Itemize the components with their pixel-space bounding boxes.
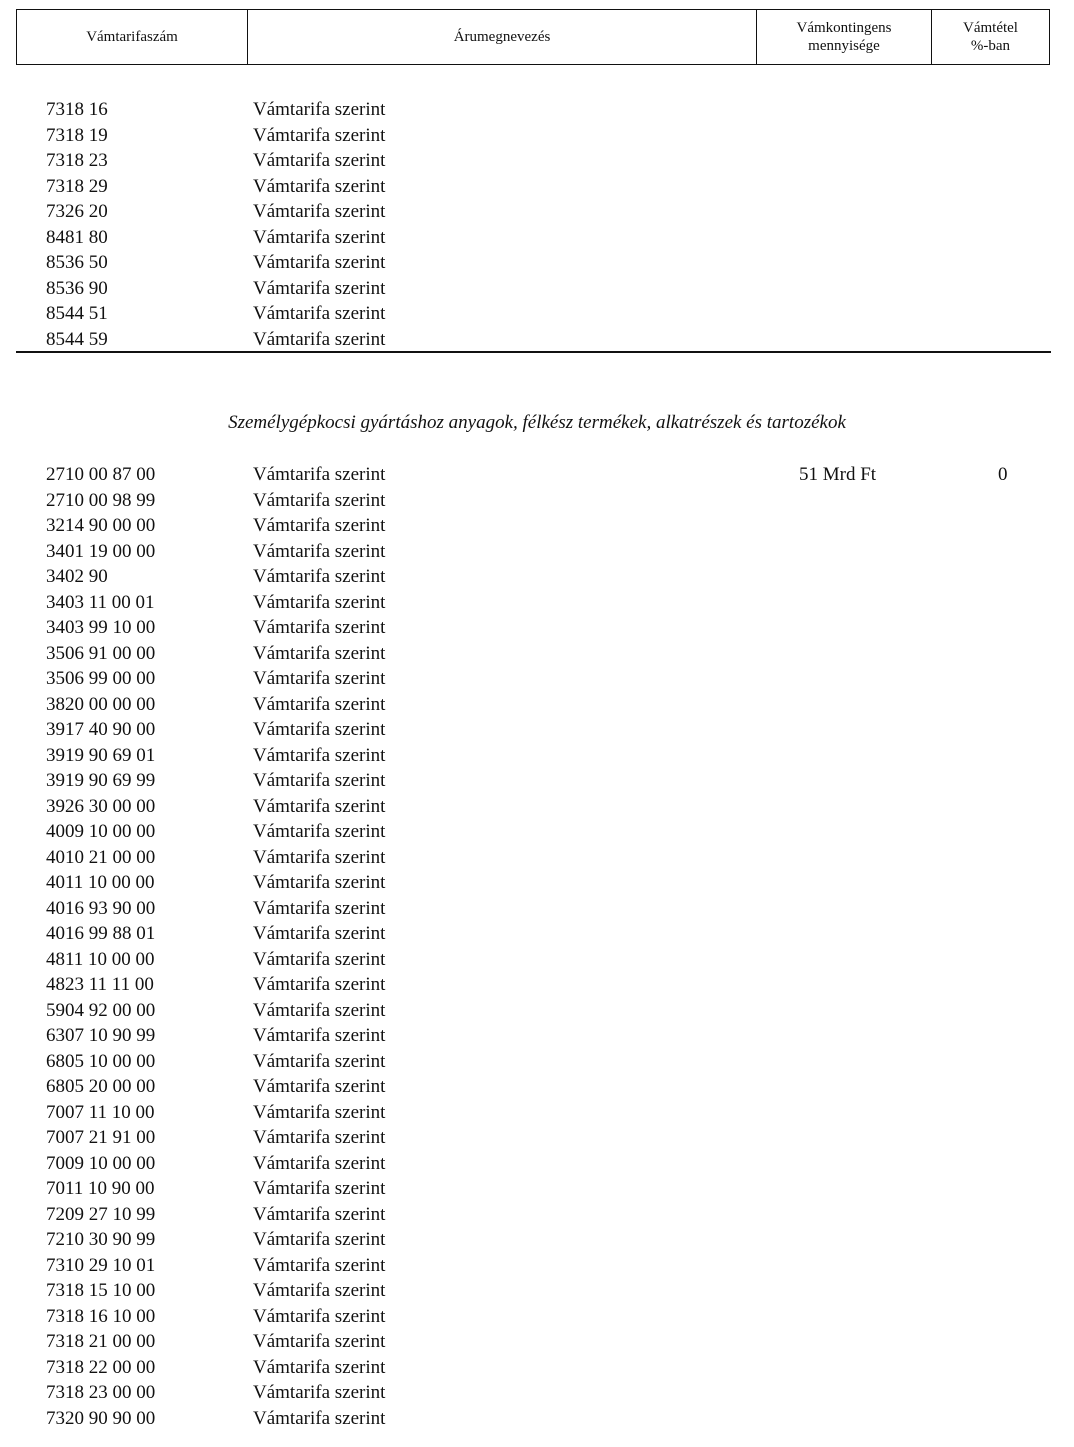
product-description: Vámtarifa szerint [253,1229,386,1250]
tariff-code: 7318 29 [46,175,108,197]
table-row [0,1355,1074,1381]
table-row [0,615,1074,641]
product-description: Vámtarifa szerint [253,1025,386,1046]
table-row [0,301,1074,327]
table-row [0,743,1074,769]
tariff-code: 6805 10 00 00 [46,1050,156,1072]
product-description: Vámtarifa szerint [253,974,386,995]
tariff-group-2 [0,462,1074,1431]
table-row [0,794,1074,820]
product-description: Vámtarifa szerint [253,464,386,485]
product-description: Vámtarifa szerint [253,515,386,536]
product-description: Vámtarifa szerint [253,1331,386,1352]
tariff-code: 2710 00 98 99 [46,489,156,511]
table-row [0,1202,1074,1228]
table-row [0,1176,1074,1202]
tariff-code: 3402 90 [46,566,108,587]
table-row [0,488,1074,514]
product-description: Vámtarifa szerint [253,923,386,944]
tariff-code: 7318 19 [46,124,108,146]
tariff-code: 7318 22 00 00 [46,1356,156,1378]
product-description: Vámtarifa szerint [253,1305,386,1327]
product-description: Vámtarifa szerint [253,1178,386,1199]
tariff-code: 3403 99 10 00 [46,617,156,638]
tariff-code: 7209 27 10 99 [46,1203,156,1225]
header-product-name-label: Árumegnevezés [453,29,551,45]
table-row [0,327,1074,353]
product-description: Vámtarifa szerint [253,897,386,919]
product-description: Vámtarifa szerint [253,124,386,146]
product-description: Vámtarifa szerint [253,1356,386,1378]
product-description: Vámtarifa szerint [253,489,386,511]
product-description: Vámtarifa szerint [253,821,386,842]
product-description: Vámtarifa szerint [253,1152,386,1174]
product-description: Vámtarifa szerint [253,566,386,587]
tariff-code: 8536 90 [46,277,108,299]
product-description: Vámtarifa szerint [253,1127,386,1148]
tariff-code: 7009 10 00 00 [46,1152,156,1174]
header-quota-quantity [757,10,932,64]
product-description: Vámtarifa szerint [253,1407,386,1429]
table-row [0,276,1074,302]
table-row [0,539,1074,565]
table-row [0,947,1074,973]
product-description: Vámtarifa szerint [253,175,386,197]
product-description: Vámtarifa szerint [253,999,386,1021]
table-row [0,641,1074,667]
header-duty-rate [932,10,1049,64]
table-row [0,1253,1074,1279]
header-tariff-number [17,10,248,64]
tariff-code: 7318 15 10 00 [46,1280,156,1301]
product-description: Vámtarifa szerint [253,948,386,970]
product-description: Vámtarifa szerint [253,1203,386,1225]
tariff-code: 3403 11 00 01 [46,591,155,613]
table-row [0,768,1074,794]
tariff-code: 8544 51 [46,303,108,324]
duty-rate: 0 [998,464,1008,485]
product-description: Vámtarifa szerint [253,872,386,893]
tariff-code: 8536 50 [46,252,108,273]
product-description: Vámtarifa szerint [253,693,386,715]
table-row [0,97,1074,123]
table-row [0,1304,1074,1330]
product-description: Vámtarifa szerint [253,150,386,171]
table-row [0,199,1074,225]
tariff-code: 3506 99 00 00 [46,668,156,689]
table-row [0,462,1074,488]
product-description: Vámtarifa szerint [253,617,386,638]
tariff-code: 3401 19 00 00 [46,540,156,562]
table-row [0,148,1074,174]
table-row [0,1023,1074,1049]
product-description: Vámtarifa szerint [253,719,386,740]
product-description: Vámtarifa szerint [253,226,386,248]
product-description: Vámtarifa szerint [253,1101,386,1123]
tariff-code: 4016 93 90 00 [46,897,156,919]
tariff-code: 7007 11 10 00 [46,1101,155,1123]
table-row [0,1049,1074,1075]
table-row [0,870,1074,896]
product-description: Vámtarifa szerint [253,201,386,222]
table-row [0,564,1074,590]
table-row [0,513,1074,539]
product-description: Vámtarifa szerint [253,99,386,120]
tariff-code: 7326 20 [46,201,108,222]
product-description: Vámtarifa szerint [253,1050,386,1072]
table-row [0,921,1074,947]
header-rate-line1: Vámtétel [963,20,1018,36]
tariff-group-1 [0,97,1074,352]
table-row [0,1100,1074,1126]
tariff-code: 8481 80 [46,226,108,248]
product-description: Vámtarifa szerint [253,252,386,273]
tariff-code: 3919 90 69 99 [46,770,156,791]
product-description: Vámtarifa szerint [253,328,386,350]
product-description: Vámtarifa szerint [253,540,386,562]
header-rate-line2: %-ban [970,38,1011,54]
table-row [0,174,1074,200]
table-row [0,998,1074,1024]
product-description: Vámtarifa szerint [253,1254,386,1276]
product-description: Vámtarifa szerint [253,770,386,791]
tariff-code: 3820 00 00 00 [46,693,156,715]
table-row [0,1074,1074,1100]
product-description: Vámtarifa szerint [253,1076,386,1097]
product-description: Vámtarifa szerint [253,744,386,766]
table-row [0,717,1074,743]
product-description: Vámtarifa szerint [253,668,386,689]
tariff-code: 3926 30 00 00 [46,795,156,817]
tariff-code: 5904 92 00 00 [46,999,156,1021]
tariff-code: 4823 11 11 00 [46,974,154,995]
table-header [16,9,1050,65]
header-product-name [248,10,757,64]
product-description: Vámtarifa szerint [253,846,386,868]
table-row [0,845,1074,871]
tariff-code: 4010 21 00 00 [46,846,156,868]
product-description: Vámtarifa szerint [253,642,386,664]
table-row [0,896,1074,922]
table-row [0,1278,1074,1304]
table-row [0,666,1074,692]
tariff-code: 7318 23 [46,150,108,171]
tariff-code: 7318 16 10 00 [46,1305,156,1327]
quota-quantity: 51 Mrd Ft [799,464,877,485]
table-row [0,972,1074,998]
tariff-code: 7011 10 90 00 [46,1178,155,1199]
tariff-code: 7318 16 [46,99,108,120]
tariff-code: 3917 40 90 00 [46,719,156,740]
header-quota-line1: Vámkontingens [796,20,892,36]
tariff-code: 8544 59 [46,328,108,350]
tariff-code: 2710 00 87 00 [46,464,156,485]
tariff-code: 4811 10 00 00 [46,948,155,970]
tariff-code: 3919 90 69 01 [46,744,156,766]
product-description: Vámtarifa szerint [253,591,386,613]
tariff-code: 6805 20 00 00 [46,1076,156,1097]
product-description: Vámtarifa szerint [253,795,386,817]
table-row [0,250,1074,276]
tariff-code: 4016 99 88 01 [46,923,156,944]
tariff-code: 7318 21 00 00 [46,1331,156,1352]
tariff-code: 7318 23 00 00 [46,1382,156,1403]
table-row [0,1125,1074,1151]
table-row [0,1329,1074,1355]
tariff-code: 7007 21 91 00 [46,1127,156,1148]
table-row [0,1380,1074,1406]
table-row [0,1151,1074,1177]
table-row [0,590,1074,616]
table-row [0,692,1074,718]
table-row [0,1406,1074,1432]
table-row [0,225,1074,251]
tariff-code: 7320 90 90 00 [46,1407,156,1429]
header-tariff-number-label: Vámtarifaszám [86,29,178,45]
product-description: Vámtarifa szerint [253,1280,386,1301]
product-description: Vámtarifa szerint [253,303,386,324]
product-description: Vámtarifa szerint [253,277,386,299]
table-row [0,819,1074,845]
tariff-code: 6307 10 90 99 [46,1025,156,1046]
tariff-code: 4009 10 00 00 [46,821,156,842]
tariff-code: 7310 29 10 01 [46,1254,156,1276]
header-quota-line2: mennyisége [808,38,880,54]
product-description: Vámtarifa szerint [253,1382,386,1403]
tariff-code: 3214 90 00 00 [46,515,156,536]
tariff-code: 3506 91 00 00 [46,642,156,664]
table-row [0,123,1074,149]
tariff-code: 4011 10 00 00 [46,872,155,893]
tariff-code: 7210 30 90 99 [46,1229,156,1250]
table-row [0,1227,1074,1253]
section-title: Személygépkocsi gyártáshoz anyagok, félkész termékek, alkatrészek és tartozékok [228,412,846,433]
section-divider [16,351,1051,353]
